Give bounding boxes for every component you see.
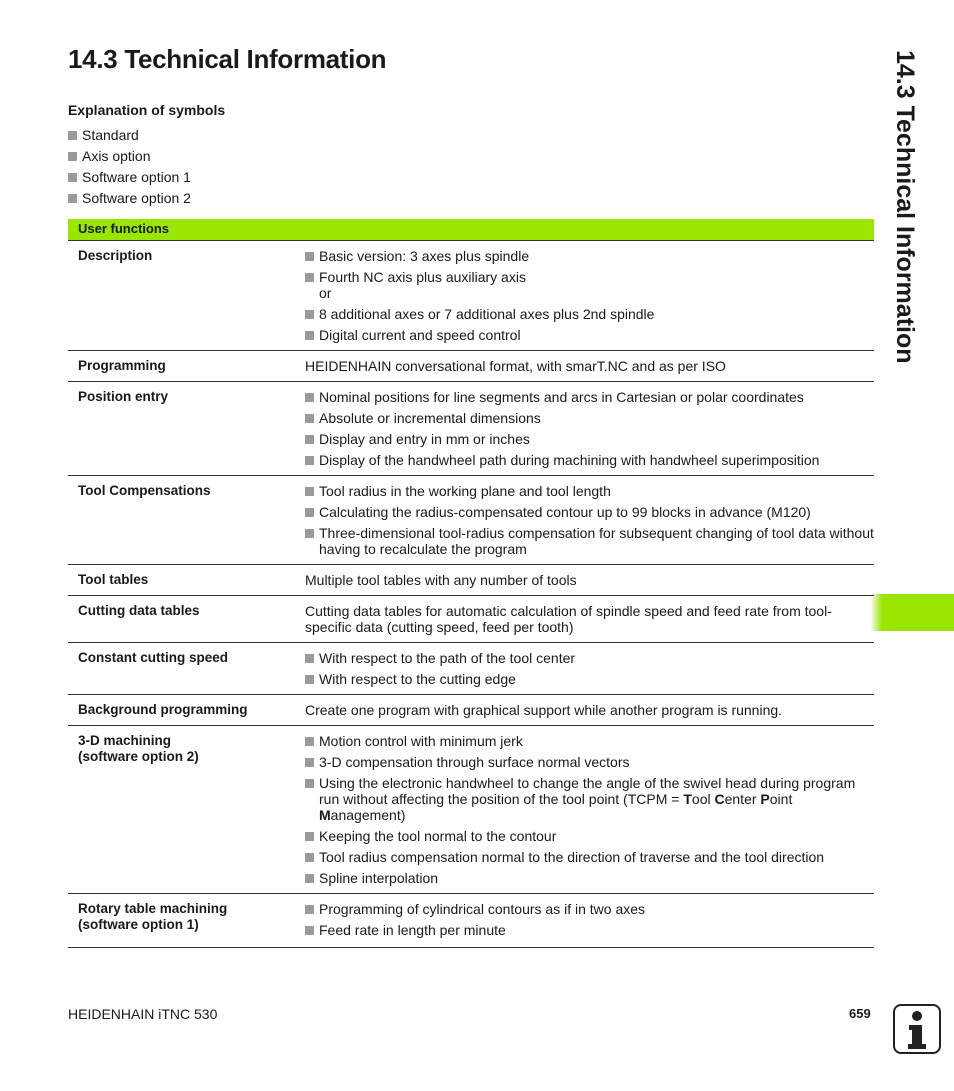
table-row (68, 382, 874, 476)
row-label: Position entry (78, 389, 169, 404)
list-item: Motion control with minimum jerk (305, 733, 874, 749)
square-bullet-icon (305, 874, 314, 883)
row-content (305, 483, 874, 557)
page-number: 659 (849, 1006, 871, 1021)
info-icon (893, 1004, 941, 1054)
row-content (305, 733, 874, 886)
square-bullet-icon (68, 173, 77, 182)
table-row (68, 241, 874, 351)
row-content (305, 248, 874, 343)
square-bullet-icon (305, 487, 314, 496)
list-item: Feed rate in length per minute (305, 922, 874, 938)
side-chapter-title: 14.3 Technical Information (891, 50, 919, 364)
or-text: or (319, 285, 332, 301)
square-bullet-icon (305, 654, 314, 663)
row-content: Create one program with graphical support while another program is running. (305, 702, 783, 718)
legend-item: Axis option (68, 148, 191, 169)
list-item: Keeping the tool normal to the contour (305, 828, 874, 844)
table-row (68, 476, 874, 565)
row-content (305, 389, 874, 468)
table-header: User functions (68, 219, 874, 241)
row-content: HEIDENHAIN conversational format, with smarT.NC and as per ISO (305, 358, 726, 374)
square-bullet-icon (305, 435, 314, 444)
square-bullet-icon (305, 414, 314, 423)
square-bullet-icon (68, 152, 77, 161)
square-bullet-icon (305, 310, 314, 319)
list-item: Calculating the radius-compensated contour up to 99 blocks in advance (M120) (305, 504, 874, 520)
legend-item: Software option 2 (68, 190, 191, 211)
table-row (68, 565, 874, 596)
list-item: Display of the handwheel path during machining with handwheel superimposition (305, 452, 874, 468)
chapter-tab (882, 594, 954, 631)
list-item: Display and entry in mm or inches (305, 431, 874, 447)
square-bullet-icon (305, 832, 314, 841)
list-item: With respect to the cutting edge (305, 671, 874, 687)
list-item: 8 additional axes or 7 additional axes plus 2nd spindle (305, 306, 874, 322)
square-bullet-icon (68, 194, 77, 203)
row-content (305, 901, 874, 938)
info-glyph-icon (895, 1006, 939, 1052)
list-item: Basic version: 3 axes plus spindle (305, 248, 874, 264)
square-bullet-icon (305, 508, 314, 517)
list-item: Using the electronic handwheel to change the angle of the swivel head during program run without affecting the position of the tool point (TCPM = Tool Center Point Management) (305, 775, 874, 823)
table-row (68, 596, 874, 643)
square-bullet-icon (305, 758, 314, 767)
table-row (68, 351, 874, 382)
table-row (68, 695, 874, 726)
row-label: Cutting data tables (78, 603, 200, 618)
square-bullet-icon (305, 926, 314, 935)
list-item: Three-dimensional tool-radius compensation for subsequent changing of tool data without having to recalculate the program (305, 525, 874, 557)
symbols-legend (68, 127, 191, 211)
row-label: 3-D machining (software option 2) (78, 733, 199, 764)
row-label: Rotary table machining (software option 1) (78, 901, 228, 932)
row-label: Background programming (78, 702, 248, 717)
symbols-heading: Explanation of symbols (68, 102, 226, 118)
row-label: Tool Compensations (78, 483, 211, 498)
square-bullet-icon (68, 131, 77, 140)
row-content: Cutting data tables for automatic calculation of spindle speed and feed rate from tool-specific data (cutting speed, feed per tooth) (305, 603, 832, 635)
user-functions-table (68, 219, 874, 948)
legend-item: Software option 1 (68, 169, 191, 190)
row-content: Multiple tool tables with any number of tools (305, 572, 577, 588)
row-label: Constant cutting speed (78, 650, 229, 665)
list-item: Fourth NC axis plus auxiliary axis or (305, 269, 874, 301)
list-item: Programming of cylindrical contours as if in two axes (305, 901, 874, 917)
square-bullet-icon (305, 273, 314, 282)
table-row (68, 643, 874, 695)
row-content (305, 650, 874, 687)
list-item: Nominal positions for line segments and arcs in Cartesian or polar coordinates (305, 389, 874, 405)
square-bullet-icon (305, 779, 314, 788)
row-label: Programming (78, 358, 166, 373)
square-bullet-icon (305, 853, 314, 862)
legend-item: Standard (68, 127, 191, 148)
square-bullet-icon (305, 905, 314, 914)
square-bullet-icon (305, 737, 314, 746)
table-row (68, 726, 874, 894)
page-title: 14.3 Technical Information (68, 44, 387, 74)
footer-product: HEIDENHAIN iTNC 530 (68, 1006, 218, 1022)
list-item: 3-D compensation through surface normal vectors (305, 754, 874, 770)
list-item: Digital current and speed control (305, 327, 874, 343)
row-label: Tool tables (78, 572, 149, 587)
square-bullet-icon (305, 456, 314, 465)
square-bullet-icon (305, 331, 314, 340)
row-label: Description (78, 248, 153, 263)
square-bullet-icon (305, 529, 314, 538)
square-bullet-icon (305, 675, 314, 684)
square-bullet-icon (305, 393, 314, 402)
list-item: Spline interpolation (305, 870, 874, 886)
square-bullet-icon (305, 252, 314, 261)
list-item: Tool radius in the working plane and tool length (305, 483, 874, 499)
table-row (68, 894, 874, 948)
list-item: Tool radius compensation normal to the direction of traverse and the tool direction (305, 849, 874, 865)
list-item: With respect to the path of the tool center (305, 650, 874, 666)
list-item: Absolute or incremental dimensions (305, 410, 874, 426)
